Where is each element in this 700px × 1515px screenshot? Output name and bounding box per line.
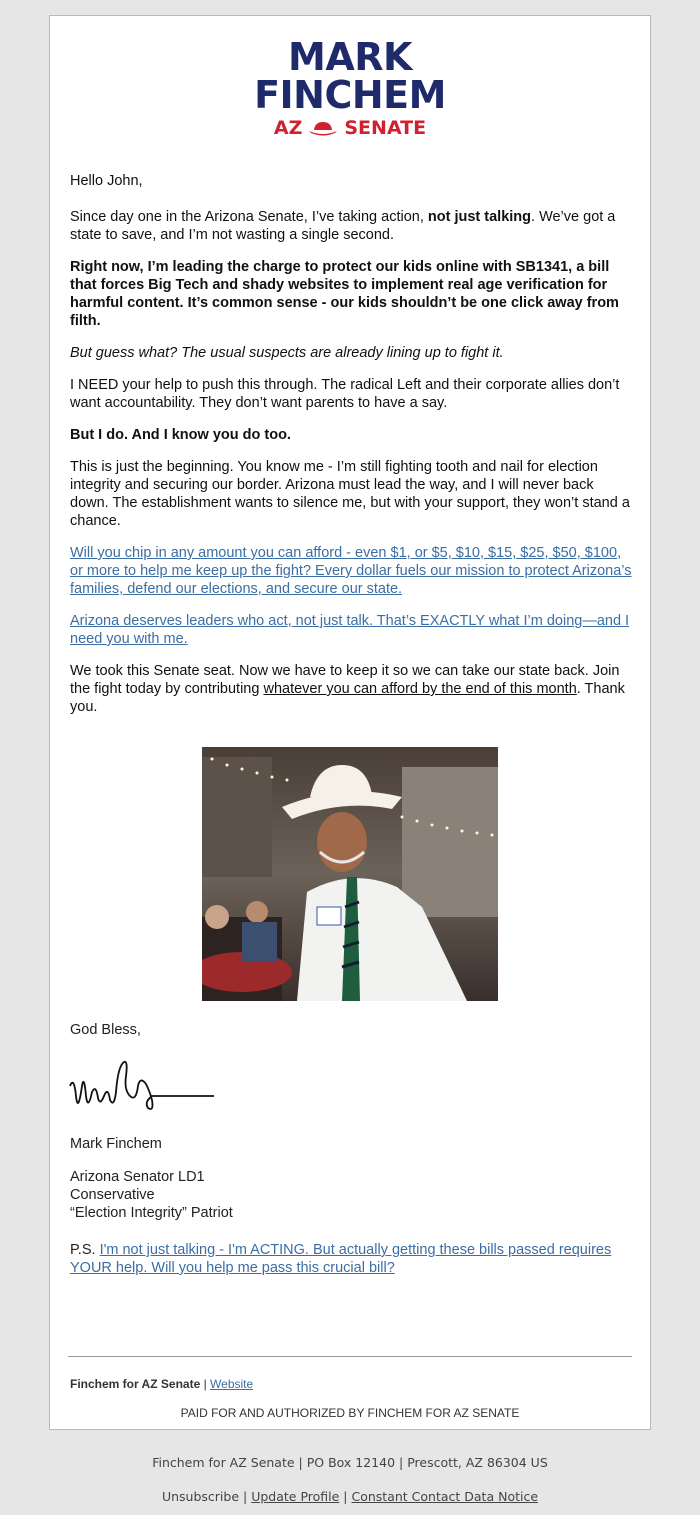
donate-link-chip-in[interactable]: Will you chip in any amount you can afford - even $1, or $5, $10, $15, $25, $50, $100, or more to help me keep up the fight? Every dollar fuels our mission to protect Arizona’s families, defend our elections, and secure our state. — [70, 545, 632, 597]
paragraph-usual-suspects: But guess what? The usual suspects are already lining up to fight it. — [70, 345, 504, 361]
email-card — [49, 15, 651, 1430]
donate-link-leaders[interactable]: Arizona deserves leaders who act, not just talk. That’s EXACTLY what I’m doing—and I need you with me. — [70, 613, 630, 647]
candidate-photo[interactable] — [202, 747, 498, 1001]
logo-az: AZ — [273, 117, 303, 139]
logo-az-senate — [50, 118, 650, 138]
paragraph-donate-link — [70, 544, 632, 598]
postscript: P.S. I'm not just talking - I'm ACTING. But actually getting these bills passed requires YOUR help. Will you help me pass this crucial bill? — [70, 1242, 612, 1276]
email-preferences: Unsubscribe | Update Profile | Constant Contact Data Notice — [161, 1489, 539, 1504]
signer-titles — [70, 1168, 233, 1222]
mailing-address: Finchem for AZ Senate | PO Box 12140 | Prescott, AZ 86304 US — [152, 1455, 548, 1470]
paragraph-but-i-do: But I do. And I know you do too. — [70, 427, 291, 443]
website-link[interactable]: Website — [210, 1377, 254, 1391]
postscript-link[interactable]: I'm not just talking - I'm ACTING. But actually getting these bills passed requires YOUR help. Will you help me pass this crucial bill? — [70, 1242, 612, 1276]
paragraph-senate-seat: We took this Senate seat. Now we have to keep it so we can take our state back. Join the fight today by contributing whatever you can afford by the end of this month. Thank you. — [70, 663, 625, 715]
campaign-logo — [50, 35, 650, 139]
paragraph-beginning: This is just the beginning. You know me - I’m still fighting tooth and nail for election integrity and securing our border. Arizona must lead the way, and I will never back down. The establishment wants to silence me, but with your support, they won’t stand a chance. — [70, 459, 630, 529]
closing-blessing: God Bless, — [70, 1022, 141, 1038]
donate-link-whatever[interactable]: whatever you can afford by the end of this month — [263, 681, 577, 697]
paragraph-need-help: I NEED your help to push this through. The radical Left and their corporate allies don’t want accountability. They don’t want parents to have a say. — [70, 377, 620, 411]
logo-senate: SENATE — [344, 117, 427, 139]
unsubscribe-link[interactable]: Unsubscribe — [161, 1489, 240, 1504]
paragraph-intro: Since day one in the Arizona Senate, I’ve taking action, not just talking. We’ve got a state to save, and I’m not wasting a single second. — [70, 209, 616, 243]
paid-for-disclaimer: PAID FOR AND AUTHORIZED BY FINCHEM FOR AZ SENATE — [180, 1406, 520, 1420]
signer-title-1: Arizona Senator LD1 — [70, 1169, 205, 1185]
data-notice-link[interactable]: Constant Contact Data Notice — [351, 1489, 539, 1504]
paragraph-sb1341: Right now, I’m leading the charge to protect our kids online with SB1341, a bill that forces Big Tech and shady websites to implement real age verification for harmful content. It’s common sense - our kids shouldn’t be one click away from filth. — [70, 259, 619, 329]
update-profile-link[interactable]: Update Profile — [251, 1489, 340, 1504]
footer-divider — [68, 1356, 632, 1357]
signature — [68, 1056, 218, 1122]
signer-title-3: “Election Integrity” Patriot — [70, 1205, 233, 1221]
email-body — [70, 172, 632, 730]
logo-mark: MARK — [288, 35, 412, 79]
signer-name: Mark Finchem — [70, 1136, 162, 1152]
cowboy-hat-icon — [308, 120, 338, 136]
signer-title-2: Conservative — [70, 1187, 155, 1203]
paragraph-leaders-link — [70, 612, 632, 648]
greeting: Hello John, — [70, 173, 143, 189]
footer-org-line: Finchem for AZ Senate | Website — [70, 1377, 254, 1391]
logo-finchem: FINCHEM — [254, 73, 446, 117]
footer-org-name: Finchem for AZ Senate — [70, 1377, 201, 1391]
